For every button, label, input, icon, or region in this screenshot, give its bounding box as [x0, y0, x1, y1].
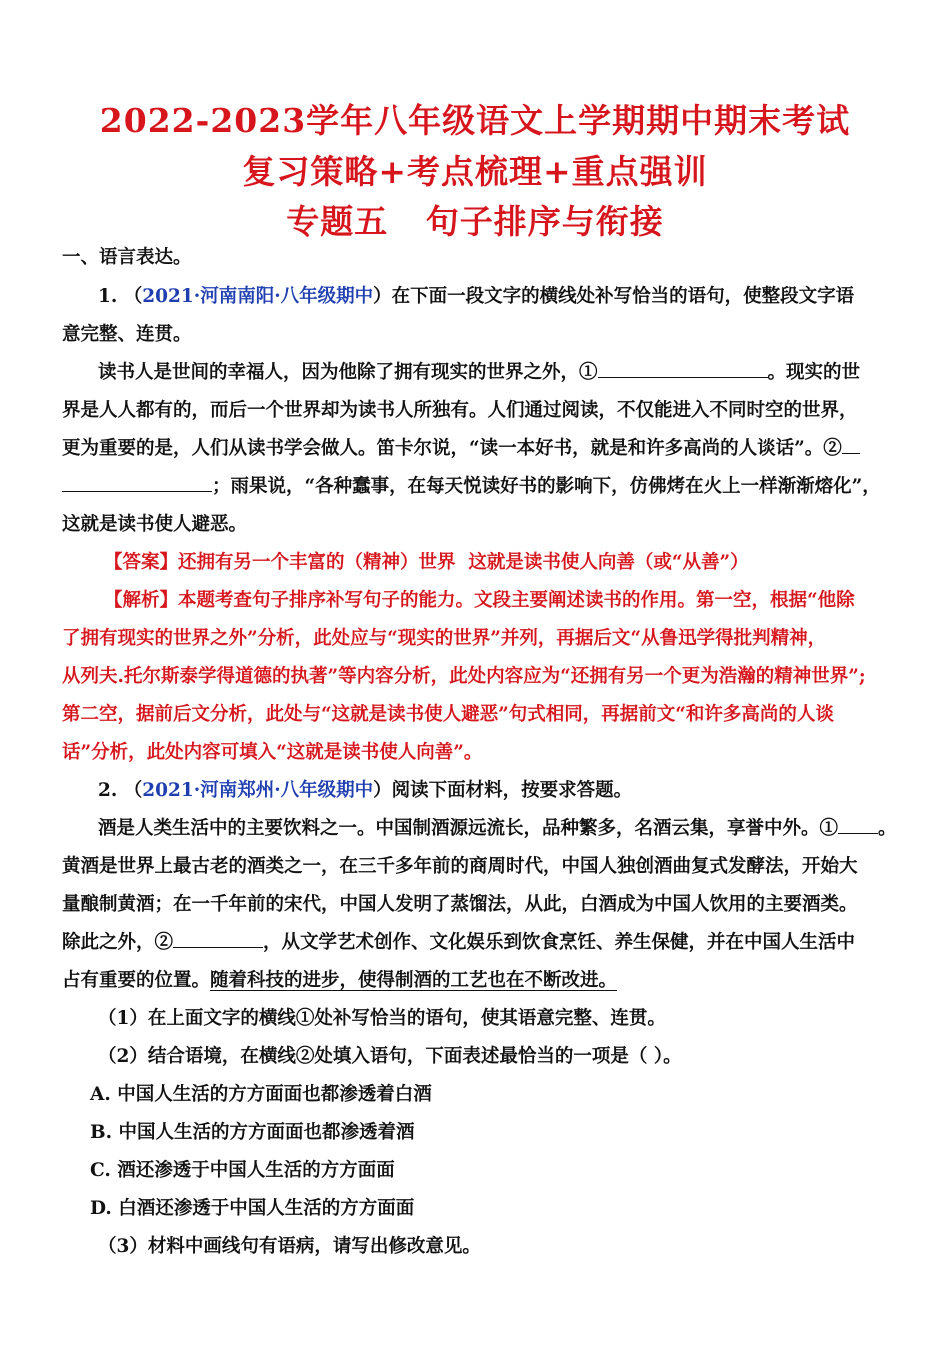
q2-p-d-end: ，从文学艺术创作、文化娱乐到饮食烹饪、养生保健，并在中国人生活中: [263, 932, 856, 953]
q1-analysis-a: 本题考查句子排序补写句子的能力。文段主要阐述读书的作用。第一空，根据“他除: [178, 590, 855, 611]
title-line-3: 专题五 句子排序与衔接: [286, 202, 664, 241]
q2-prompt-line: [98, 776, 888, 806]
q2-sub3: （3）材料中画线句有语病，请写出修改意见。: [98, 1236, 481, 1257]
q1-p1-c: 更为重要的是，人们从读书学会做人。笛卡尔说，“读一本好书，就是和许多高尚的人谈话”。②: [62, 438, 842, 459]
q1-analysis-b: 了拥有现实的世界之外”分析，此处应与“现实的世界”并列，再据后文“从鲁迅学得批判精神，: [62, 628, 827, 649]
q2-source: 2021·河南郑州·八年级期中: [142, 780, 374, 801]
q1-p1-a-end: 。现实的世: [767, 362, 861, 383]
q1-analysis-line-1: [104, 586, 888, 616]
q2-sub1: （1）在上面文字的横线①处补写恰当的语句，使其语意完整、连贯。: [98, 1008, 666, 1029]
q1-prompt-b: 意完整、连贯。: [62, 324, 192, 345]
q1-p1-a: 读书人是世间的幸福人，因为他除了拥有现实的世界之外，①: [98, 362, 598, 383]
q1-answer-label: 【答案】: [104, 552, 179, 573]
q2-p-d-start: 除此之外，②: [62, 932, 174, 953]
q1-answer-text: 还拥有另一个丰富的（精神）世界 这就是读书使人向善（或“从善”）: [178, 552, 749, 573]
q1-analysis-c: 从列夫.托尔斯泰学得道德的执著”等内容分析，此处内容应为“还拥有另一个更为浩瀚的精神世界”;: [62, 666, 866, 687]
q2-option-d: D. 白酒还渗透于中国人生活的方方面面: [90, 1198, 415, 1219]
q1-number: 1. （: [98, 286, 143, 307]
section-heading: 一、语言表达。: [62, 247, 192, 268]
q2-option-c: C. 酒还渗透于中国人生活的方方面面: [90, 1160, 395, 1181]
q2-option-b: B. 中国人生活的方方面面也都渗透着酒: [90, 1122, 415, 1143]
q1-p1-b: 界是人人都有的，而后一个世界却为读书人所独有。人们通过阅读，不仅能进入不同时空的世界，: [62, 400, 858, 421]
q2-p-b: 黄酒是世界上最古老的酒类之一，在三千多年前的商周时代，中国人独创酒曲复式发酵法，开始大: [62, 856, 858, 877]
q1-p1-e: 这就是读书使人避恶。: [62, 514, 248, 535]
q1-analysis-d: 第二空，据前后文分析，此处与“这就是读书使人避恶”句式相同，再据前文“和许多高尚的人谈: [62, 704, 834, 725]
q1-analysis-e: 话”分析，此处内容可填入“这就是读书使人向善”。: [62, 742, 483, 763]
q2-prompt: ）阅读下面材料，按要求答题。: [373, 780, 633, 801]
q1-blank-2-start: [842, 435, 860, 454]
q2-paragraph-line-5: [62, 966, 888, 996]
q2-p-c: 量酿制黄酒；在一千年前的宋代，中国人发明了蒸馏法，从此，白酒成为中国人饮用的主要酒类。: [62, 894, 858, 915]
q2-number: 2. （: [98, 780, 143, 801]
q2-p-a-end: 。: [878, 818, 897, 839]
q2-option-a: A. 中国人生活的方方面面也都渗透着白酒: [90, 1084, 432, 1105]
q1-prompt-line: [98, 282, 888, 312]
q1-paragraph-line-4: [62, 472, 888, 502]
q1-p1-d: ；雨果说，“各种蠢事，在每天悦读好书的影响下，仿佛烤在火上一样渐渐熔化”，: [212, 476, 881, 497]
q1-answer-line: [104, 548, 888, 578]
title-line-1: 2022-2023学年八年级语文上学期期中期末考试: [99, 101, 851, 140]
q1-paragraph-line-3: [62, 434, 888, 464]
q1-prompt-a: ）在下面一段文字的横线处补写恰当的语句，使整段文字语: [373, 286, 855, 307]
q2-paragraph-line-4: [62, 928, 888, 958]
q2-blank-2: [173, 929, 263, 948]
q1-blank-2: [62, 473, 212, 492]
title-line-2: 复习策略+考点梳理+重点强训: [242, 152, 708, 191]
q2-sub2: （2）结合语境，在横线②处填入语句，下面表述最恰当的一项是（ ）。: [98, 1046, 682, 1067]
q2-blank-1: [838, 815, 878, 834]
q2-p-e-plain: 占有重要的位置。: [62, 970, 211, 991]
q2-paragraph-line-1: [98, 814, 897, 844]
q2-underlined-sentence: 随着科技的进步，使得制酒的工艺也在不断改进。: [210, 970, 618, 991]
q1-analysis-label: 【解析】: [104, 590, 179, 611]
q1-source: 2021·河南南阳·八年级期中: [142, 286, 374, 307]
q2-p-a: 酒是人类生活中的主要饮料之一。中国制酒源远流长，品种繁多，名酒云集，享誉中外。①: [98, 818, 839, 839]
q1-paragraph-line-1: [98, 358, 888, 388]
q1-blank-1: [598, 359, 768, 378]
